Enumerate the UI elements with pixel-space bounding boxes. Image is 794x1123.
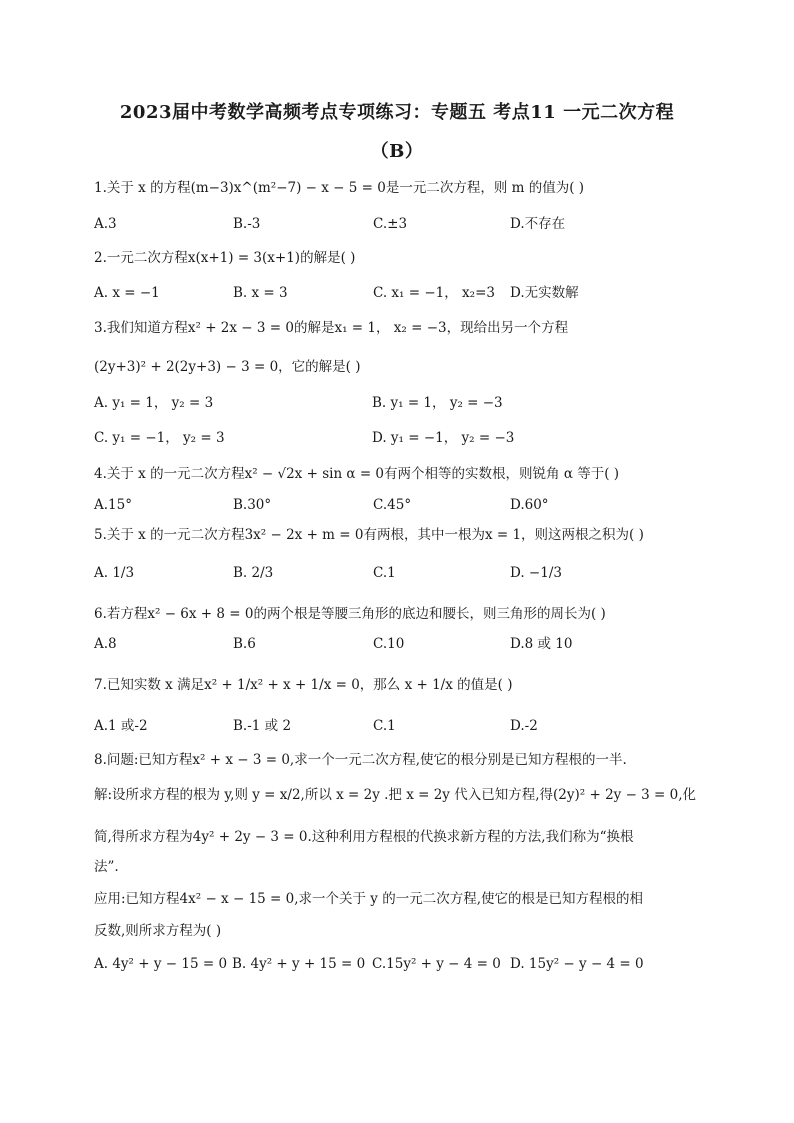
q7-option-c: C.1 <box>373 718 396 734</box>
question-1-stem: 1.关于 x 的方程(m−3)x^(m²−7) − x − 5 = 0是一元二次方程，则 m 的值为( ) <box>94 180 585 196</box>
q1-option-c: C.±3 <box>373 216 408 232</box>
question-2-options <box>94 283 704 303</box>
question-1-options <box>94 214 704 234</box>
question-4-stem: 4.关于 x 的一元二次方程x² − √2x + sin α = 0有两个相等的实数根，则锐角 α 等于( ) <box>94 466 620 482</box>
question-4-options <box>94 495 704 515</box>
q6-option-c: C.10 <box>373 636 405 652</box>
q5-option-c: C.1 <box>373 565 396 581</box>
question-3-stem-line2: (2y+3)² + 2(2y+3) − 3 = 0，它的解是( ) <box>94 359 361 375</box>
q1-option-d: D.不存在 <box>510 216 566 232</box>
q1-option-b: B.-3 <box>233 216 261 232</box>
q2-option-d: D.无实数解 <box>510 285 579 301</box>
q6-option-d: D.8 或 10 <box>510 636 573 652</box>
page-subtitle: （B） <box>370 141 424 162</box>
q8-option-d: D. 15y² − y − 4 = 0 <box>510 956 644 972</box>
question-8-problem: 8.问题:已知方程x² + x − 3 = 0,求一个一元二次方程,使它的根分别是已知方程根的一半. <box>94 752 627 768</box>
q6-option-a: A.8 <box>94 636 117 652</box>
q2-option-c: C. x₁ = −1， x₂=3 <box>373 285 495 301</box>
page-title: 2023届中考数学高频考点专项练习：专题五 考点11 一元二次方程 <box>119 102 675 123</box>
q3-option-c: C. y₁ = −1， y₂ = 3 <box>94 430 225 446</box>
question-6-options <box>94 634 704 654</box>
q2-option-a: A. x = −1 <box>94 285 160 301</box>
question-7-stem: 7.已知实数 x 满足x² + 1/x² + x + 1/x = 0，那么 x + 1/x 的值是( ) <box>94 677 513 693</box>
q3-option-b: B. y₁ = 1， y₂ = −3 <box>372 395 503 411</box>
question-8-solution-line2: 简,得所求方程为4y² + 2y − 3 = 0.这种利用方程根的代换求新方程的方法,我们称为“换根 <box>94 829 634 845</box>
q1-option-a: A.3 <box>94 216 117 232</box>
q5-option-d: D. −1/3 <box>510 565 562 581</box>
question-8-solution-line3: 法”. <box>94 859 119 875</box>
q5-option-a: A. 1/3 <box>94 565 135 581</box>
question-5-stem: 5.关于 x 的一元二次方程3x² − 2x + m = 0有两根，其中一根为x = 1，则这两根之积为( ) <box>94 527 644 543</box>
q7-option-b: B.-1 或 2 <box>233 718 292 734</box>
q7-option-a: A.1 或-2 <box>94 718 148 734</box>
q5-option-b: B. 2/3 <box>233 565 274 581</box>
question-8-application-line1: 应用:已知方程4x² − x − 15 = 0,求一个关于 y 的一元二次方程,使它的根是已知方程根的相 <box>94 891 644 907</box>
question-3-options-row2 <box>94 428 704 448</box>
question-8-options <box>94 954 704 974</box>
q8-option-b: B. 4y² + y + 15 = 0 <box>232 956 366 972</box>
question-3-options-row1 <box>94 393 704 413</box>
q4-option-d: D.60° <box>510 497 549 513</box>
question-3-stem-line1: 3.我们知道方程x² + 2x − 3 = 0的解是x₁ = 1， x₂ = −3，现给出另一个方程 <box>94 320 569 336</box>
question-7-options <box>94 716 704 736</box>
q2-option-b: B. x = 3 <box>233 285 288 301</box>
question-8-application-line2: 反数,则所求方程为( ) <box>94 923 222 939</box>
q8-option-a: A. 4y² + y − 15 = 0 <box>94 956 228 972</box>
q4-option-b: B.30° <box>233 497 272 513</box>
q7-option-d: D.-2 <box>510 718 538 734</box>
q6-option-b: B.6 <box>233 636 256 652</box>
question-5-options <box>94 563 704 583</box>
q8-option-c: C.15y² + y − 4 = 0 <box>372 956 501 972</box>
q4-option-a: A.15° <box>94 497 132 513</box>
question-8-solution-line1: 解:设所求方程的根为 y,则 y = x/2,所以 x = 2y .把 x = 2y 代入已知方程,得(2y)² + 2y − 3 = 0,化 <box>94 787 697 803</box>
question-2-stem: 2.一元二次方程x(x+1) = 3(x+1)的解是( ) <box>94 250 356 266</box>
q3-option-a: A. y₁ = 1， y₂ = 3 <box>94 395 214 411</box>
q3-option-d: D. y₁ = −1， y₂ = −3 <box>372 430 515 446</box>
question-6-stem: 6.若方程x² − 6x + 8 = 0的两个根是等腰三角形的底边和腰长，则三角形的周长为( ) <box>94 606 606 622</box>
q4-option-c: C.45° <box>373 497 412 513</box>
